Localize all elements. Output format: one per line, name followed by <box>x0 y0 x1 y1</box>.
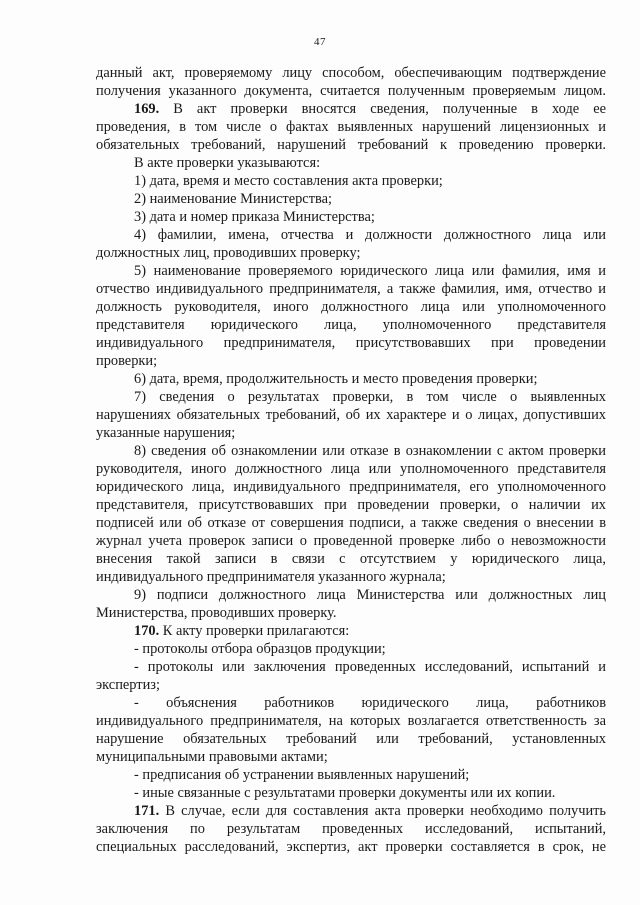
clause-number: 170. <box>134 623 160 639</box>
text-line: должностных лиц, проводивших проверку; <box>96 245 361 261</box>
text-line: индивидуального предпринимателя указанного журнала; <box>96 569 446 585</box>
text-line: представителя юридического лица, уполномоченного представителя <box>96 317 606 333</box>
text-line: данный акт, проверяемому лицу способом, обеспечивающим подтверждение <box>96 65 606 81</box>
text-line: обязательных требований, нарушений требований к проведению проверки. <box>96 137 606 153</box>
text-line: заключения по результатам проведенных исследований, испытаний, <box>96 821 606 837</box>
text-line: отчество индивидуального предпринимателя, а также фамилия, имя, отчество и <box>96 281 606 297</box>
text-line <box>96 622 606 640</box>
text-line: должность руководителя, иного должностного лица или уполномоченного <box>96 299 606 315</box>
text-line: нарушениях обязательных требований, об их характере и о лицах, допустивших <box>96 407 606 423</box>
text-line: индивидуального предпринимателя, присутствовавших при проведении <box>96 335 606 351</box>
text-line: - объяснения работников юридического лица, работников <box>134 695 606 711</box>
clause-text: К акту проверки прилагаются: <box>159 623 350 639</box>
clause-text: В акт проверки вносятся сведения, полученные в ходе ее <box>159 101 606 117</box>
text-line: - протоколы отбора образцов продукции; <box>134 641 386 657</box>
text-line <box>96 802 606 820</box>
text-line: 7) сведения о результатах проверки, в том числе о выявленных <box>134 389 606 405</box>
text-line: проверки; <box>96 353 158 369</box>
text-line: В акте проверки указываются: <box>134 155 321 171</box>
text-line <box>96 100 606 118</box>
text-line: получения указанного документа, считается полученным проверяемым лицом. <box>96 83 606 99</box>
text-line: подписей или об отказе от совершения подписи, а также сведения о внесении в <box>96 515 606 531</box>
text-line: журнал учета проверок записи о проведенной проверке либо о невозможности <box>96 533 606 549</box>
text-line: - протоколы или заключения проведенных исследований, испытаний и <box>134 659 606 675</box>
text-line: 8) сведения об ознакомлении или отказе в ознакомлении с актом проверки <box>134 443 606 459</box>
text-line: муниципальными правовыми актами; <box>96 749 328 765</box>
text-line: 4) фамилии, имена, отчества и должности должностного лица или <box>134 227 606 243</box>
text-line: 5) наименование проверяемого юридического лица или фамилия, имя и <box>134 263 606 279</box>
document-body <box>96 64 606 856</box>
clause-number: 171. <box>134 803 160 819</box>
text-line: 6) дата, время, продолжительность и место проведения проверки; <box>134 371 538 387</box>
text-line: 2) наименование Министерства; <box>134 191 332 207</box>
text-line: представителя, присутствовавших при проведении проверки, о наличии их <box>96 497 606 513</box>
text-line: - иные связанные с результатами проверки документы или их копии. <box>134 785 556 801</box>
page-number: 47 <box>314 36 326 48</box>
text-line: 3) дата и номер приказа Министерства; <box>134 209 375 225</box>
text-line: внесения такой записи в связи с отсутствием у юридического лица, <box>96 551 606 567</box>
text-line: 1) дата, время и место составления акта проверки; <box>134 173 443 189</box>
text-line: проведения, в том числе о фактах выявленных нарушений лицензионных и <box>96 119 606 135</box>
text-line: 9) подписи должностного лица Министерства или должностных лиц <box>134 587 606 603</box>
text-line: индивидуального предпринимателя, на которых возлагается ответственность за <box>96 713 606 729</box>
clause-text: В случае, если для составления акта проверки необходимо получить <box>159 803 606 819</box>
text-line: указанные нарушения; <box>96 425 236 441</box>
text-line: нарушение обязательных требований или требований, установленных <box>96 731 606 747</box>
text-line: руководителя, иного должностного лица или уполномоченного представителя <box>96 461 606 477</box>
text-line: Министерства, проводивших проверку. <box>96 605 337 621</box>
text-line: - предписания об устранении выявленных нарушений; <box>134 767 470 783</box>
text-line: юридического лица, индивидуального предпринимателя, его уполномоченного <box>96 479 606 495</box>
text-line: экспертиз; <box>96 677 160 693</box>
text-line: специальных расследований, экспертиз, акт проверки составляется в срок, не <box>96 839 606 855</box>
clause-number: 169. <box>134 101 160 117</box>
